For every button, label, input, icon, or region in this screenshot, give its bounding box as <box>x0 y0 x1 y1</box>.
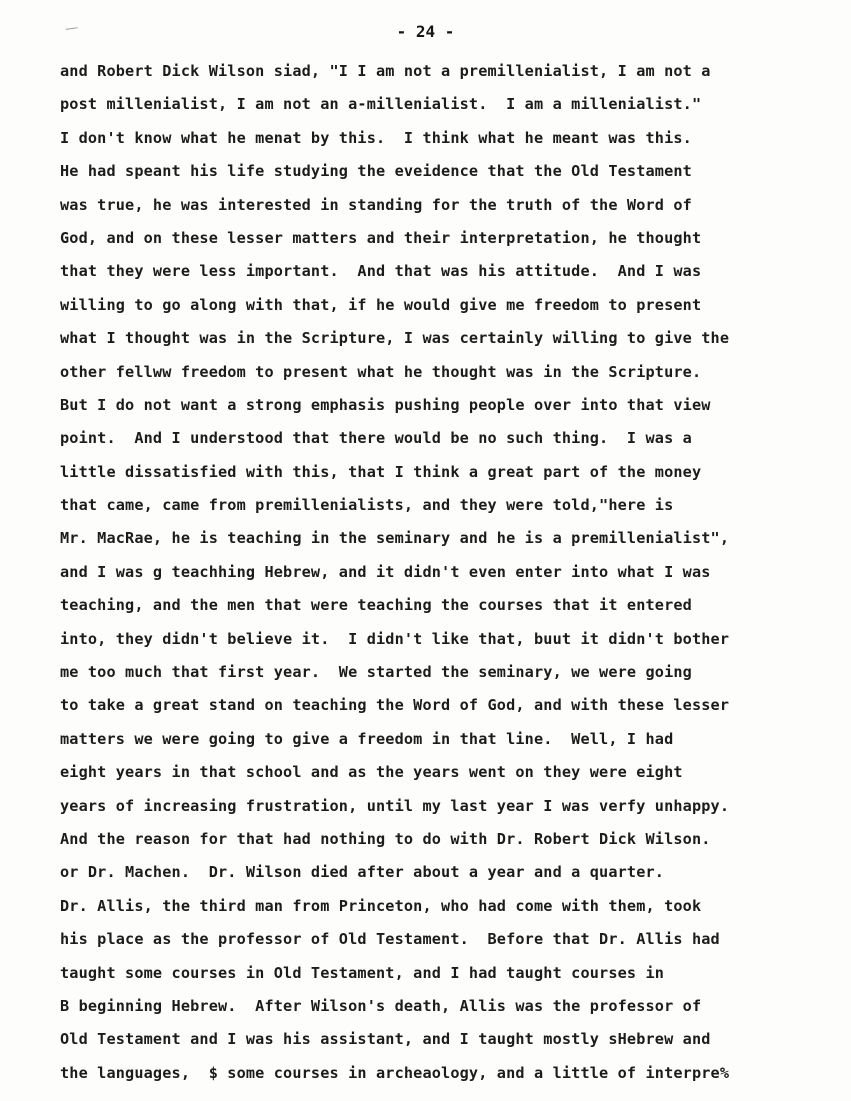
text-line-16: and I was g teachhing Hebrew, and it didn't even enter into what I was <box>60 562 711 581</box>
text-line-10: other fellww freedom to present what he thought was in the Scripture. <box>60 362 702 381</box>
text-line-11: But I do not want a strong emphasis pushing people over into that view <box>60 395 711 414</box>
text-line-14: that came, came from premillenialists, and they were told,"here is <box>60 496 674 515</box>
text-line-4: He had speant his life studying the eveidence that the Old Testament <box>60 162 692 181</box>
page-number: - 24 - <box>396 22 455 41</box>
text-line-21: matters we were going to give a freedom in that line. Well, I had <box>60 729 674 748</box>
text-line-27: his place as the professor of Old Testament. Before that Dr. Allis had <box>60 930 720 949</box>
text-line-22: eight years in that school and as the years went on they were eight <box>60 763 683 782</box>
text-line-15: Mr. MacRae, he is teaching in the seminary and he is a premillenialist", <box>60 529 730 548</box>
text-line-9: what I thought was in the Scripture, I was certainly willing to give the <box>60 329 730 348</box>
text-line-17: teaching, and the men that were teaching the courses that it entered <box>60 596 692 615</box>
typed-body-text <box>60 57 840 1092</box>
text-line-5: was true, he was interested in standing for the truth of the Word of <box>60 195 692 214</box>
text-line-1: and Robert Dick Wilson siad, "I I am not a premillenialist, I am not a <box>60 62 711 80</box>
text-line-6: God, and on these lesser matters and their interpretation, he thought <box>60 228 702 247</box>
text-line-31: the languages, $ some courses in archeaology, and a little of interpre% <box>60 1063 730 1082</box>
text-line-26: Dr. Allis, the third man from Princeton, who had come with them, took <box>60 896 702 915</box>
text-line-23: years of increasing frustration, until my last year I was verfy unhappy. <box>60 796 730 815</box>
text-line-13: little dissatisfied with this, that I think a great part of the money <box>60 462 702 481</box>
text-line-7: that they were less important. And that was his attitude. And I was <box>60 262 702 281</box>
text-line-12: point. And I understood that there would be no such thing. I was a <box>60 429 692 448</box>
text-line-24: And the reason for that had nothing to do with Dr. Robert Dick Wilson. <box>60 829 711 848</box>
text-line-29: B beginning Hebrew. After Wilson's death, Allis was the professor of <box>60 996 702 1015</box>
text-line-28: taught some courses in Old Testament, and I had taught courses in <box>60 963 665 982</box>
text-line-18: into, they didn't believe it. I didn't like that, buut it didn't bother <box>60 629 730 648</box>
text-line-8: willing to go along with that, if he would give me freedom to present <box>60 295 702 314</box>
text-line-25: or Dr. Machen. Dr. Wilson died after about a year and a quarter. <box>60 863 665 882</box>
text-line-20: to take a great stand on teaching the Word of God, and with these lesser <box>60 696 730 715</box>
text-line-3: I don't know what he menat by this. I think what he meant was this. <box>60 128 692 147</box>
text-line-30: Old Testament and I was his assistant, and I taught mostly sHebrew and <box>60 1030 711 1049</box>
text-line-2: post millenialist, I am not an a-millenialist. I am a millenialist." <box>60 95 702 114</box>
text-line-19: me too much that first year. We started the seminary, we were going <box>60 663 692 682</box>
